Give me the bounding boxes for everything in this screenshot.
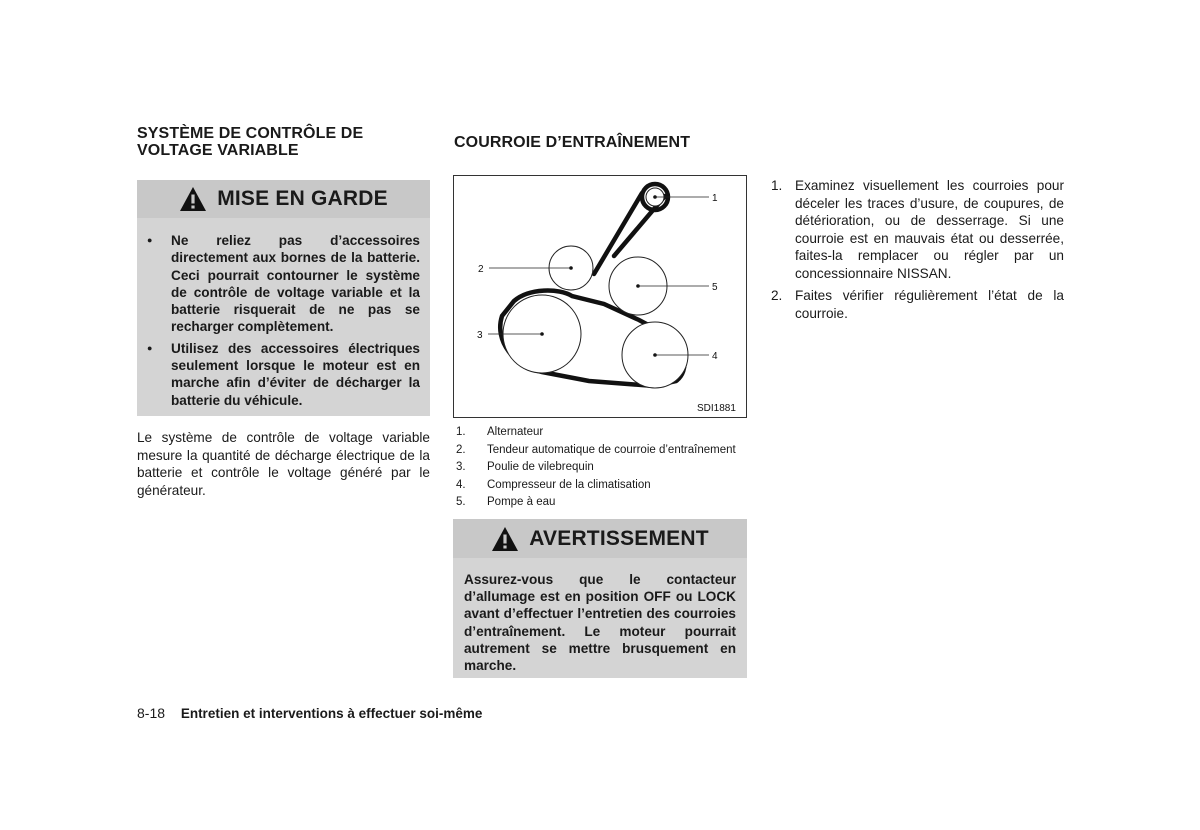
legend-item: 3. Poulie de vilebrequin (456, 461, 594, 473)
section-heading-voltage: SYSTÈME DE CONTRÔLE DE VOLTAGE VARIABLE (137, 125, 364, 159)
warning-triangle-icon (179, 186, 207, 212)
warning-text: Assurez-vous que le contacteur d’allumage est en position OFF ou LOCK avant d’effectuer l’entretien des courroies d’entraînement. Le moteur pourrait autrement se mettre brusquement en marche. (464, 572, 736, 674)
page-number: 8-18 (137, 705, 166, 721)
legend-item: 2. Tendeur automatique de courroie d’entraînement (456, 443, 736, 456)
warning-header (453, 519, 747, 558)
caution-item: ● Ne reliez pas d’accessoires directement aux bornes de la batterie. Ceci pourrait contourner le système de contrôle de voltage variable et la batterie risquerait de ne pas se recharger complètement. (137, 232, 420, 336)
page-footer (137, 705, 482, 721)
warning-box (453, 519, 747, 678)
callout-4: 4 (712, 351, 718, 362)
legend-item: 4. Compresseur de la climatisation (456, 478, 651, 491)
step-item: 2. Faites vérifier régulièrement l’état de la courroie. (771, 288, 1064, 321)
belt-diagram (453, 175, 747, 418)
caution-header (137, 180, 430, 218)
figure-code: SDI1881 (697, 403, 736, 414)
caution-item: ● Utilisez des accessoires électriques seulement lorsque le moteur est en marche afin d’éviter de décharger la batterie du véhicule. (137, 340, 420, 409)
footer-section-title: Entretien et interventions à effectuer soi-même (180, 706, 483, 721)
step-item: 1. Examinez visuellement les courroies pour déceler les traces d’usure, de coupures, de détérioration, ou de desserrage. Si une courroie est en mauvais état ou desserrée, faites-la remplacer ou régler par un concessionnaire NISSAN. (771, 178, 1064, 281)
callout-1: 1 (712, 193, 718, 204)
callout-3: 3 (477, 330, 483, 341)
figure-legend (456, 424, 751, 512)
voltage-paragraph: Le système de contrôle de voltage variable mesure la quantité de décharge électrique de la batterie et contrôle le voltage généré par le générateur. (137, 430, 430, 498)
caution-list (137, 218, 430, 409)
warning-triangle-icon (491, 526, 519, 552)
caution-title: MISE EN GARDE (217, 187, 388, 210)
callout-5: 5 (712, 282, 718, 293)
warning-title: AVERTISSEMENT (529, 526, 709, 550)
section-heading-belt: COURROIE D’ENTRAÎNEMENT (454, 134, 691, 151)
legend-item: 1. Alternateur (456, 426, 544, 438)
inspection-steps (771, 177, 1064, 327)
legend-item: 5. Pompe à eau (456, 496, 556, 508)
caution-box (137, 180, 430, 416)
callout-2: 2 (478, 264, 484, 275)
belt-diagram-drawing (454, 176, 746, 417)
